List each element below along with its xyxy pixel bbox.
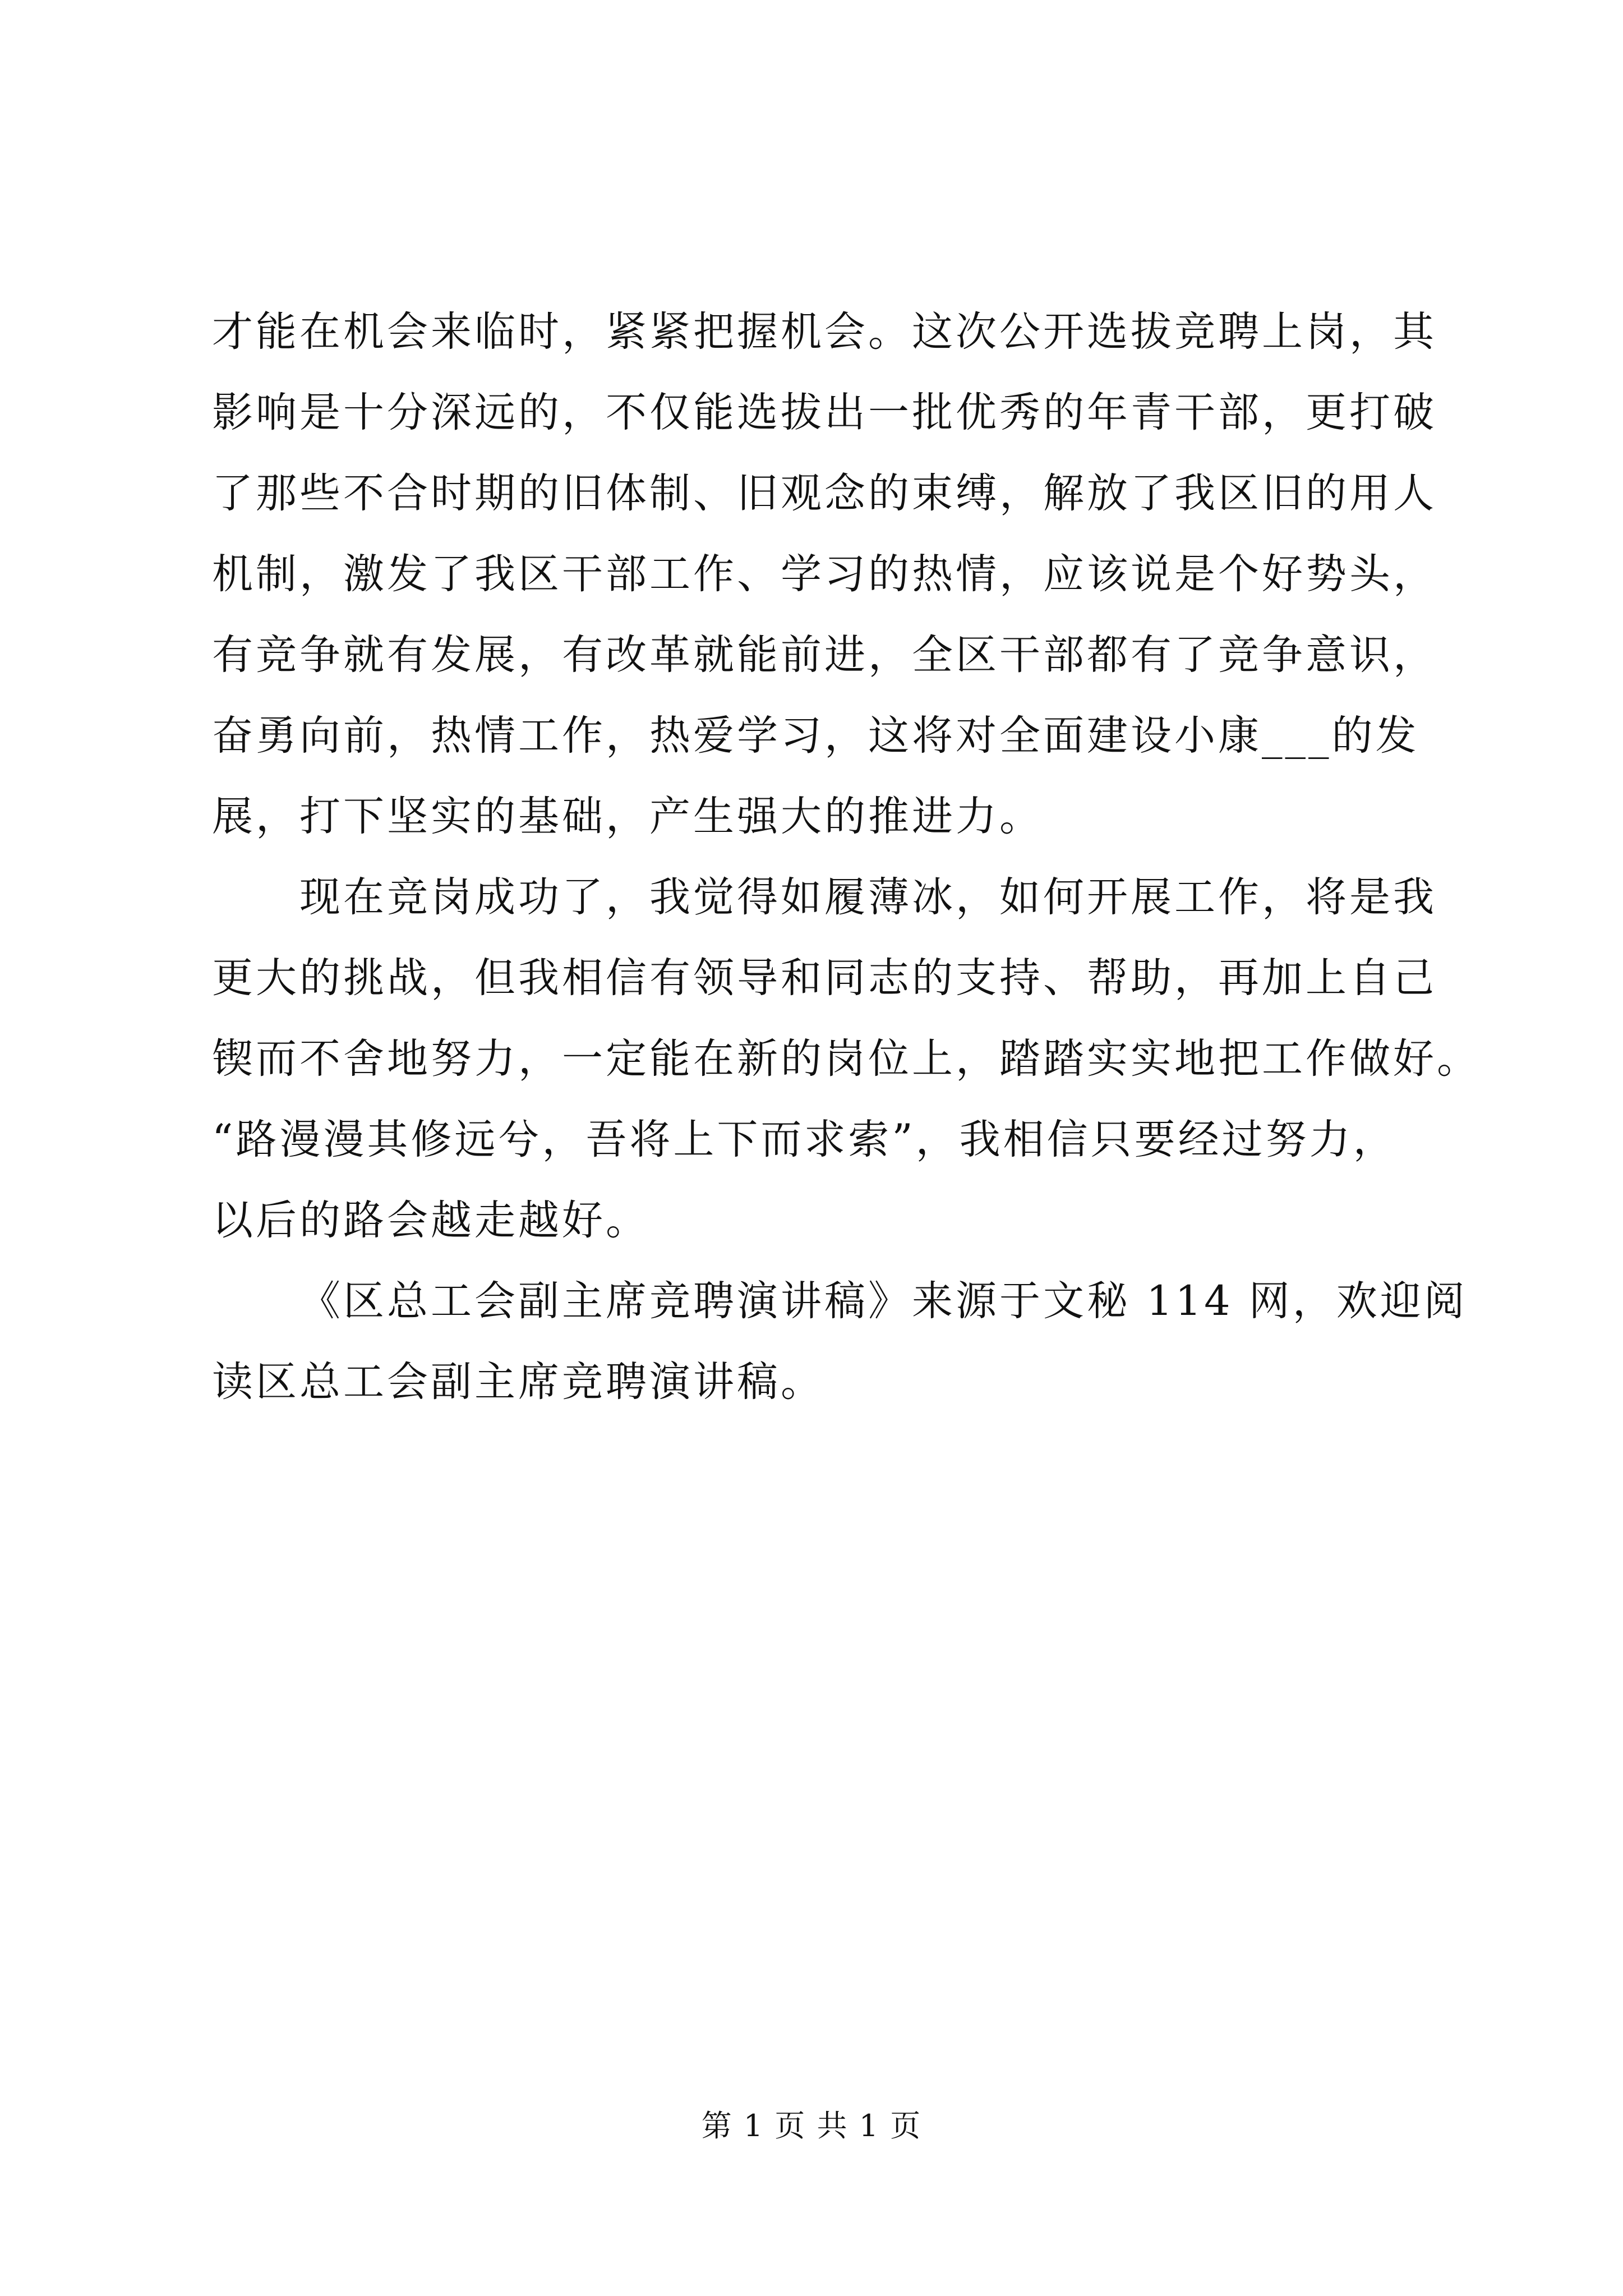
page-number-label: 第 1 页 共 1 页	[701, 2108, 922, 2143]
paragraph-line: 影响是十分深远的，不仅能选拔出一批优秀的年青干部，更打破	[212, 389, 1437, 436]
paragraph-line: 《区总工会副主席竞聘演讲稿》来源于文秘 114 网，欢迎阅	[299, 1277, 1468, 1325]
paragraph-line: 锲而不舍地努力，一定能在新的岗位上，踏踏实实地把工作做好。	[212, 1035, 1481, 1083]
paragraph-line: “路漫漫其修远兮，吾将上下而求索”，我相信只要经过努力，	[212, 1116, 1397, 1163]
paragraph-2	[212, 857, 1481, 1261]
paragraph-line: 奋勇向前，热情工作，热爱学习，这将对全面建设小康___的发	[212, 712, 1419, 760]
paragraph-line: 现在竞岗成功了，我觉得如履薄冰，如何开展工作，将是我	[299, 873, 1437, 921]
paragraph-line: 了那些不合时期的旧体制、旧观念的束缚，解放了我区旧的用人	[212, 470, 1437, 517]
paragraph-1	[212, 292, 1437, 857]
paragraph-line: 以后的路会越走越好。	[212, 1197, 649, 1244]
paragraph-line: 有竞争就有发展，有改革就能前进，全区干部都有了竞争意识，	[212, 631, 1437, 679]
paragraph-line: 才能在机会来临时，紧紧把握机会。这次公开选拔竞聘上岗，其	[212, 308, 1437, 356]
paragraph-line: 展，打下坚实的基础，产生强大的推进力。	[212, 793, 1043, 840]
document-body	[212, 292, 1481, 1423]
page-footer	[0, 2106, 1623, 2146]
paragraph-line: 机制，激发了我区干部工作、学习的热情，应该说是个好势头，	[212, 550, 1437, 598]
paragraph-line: 更大的挑战，但我相信有领导和同志的支持、帮助，再加上自己	[212, 954, 1437, 1002]
paragraph-3	[212, 1261, 1468, 1423]
paragraph-line: 读区总工会副主席竞聘演讲稿。	[212, 1358, 824, 1406]
